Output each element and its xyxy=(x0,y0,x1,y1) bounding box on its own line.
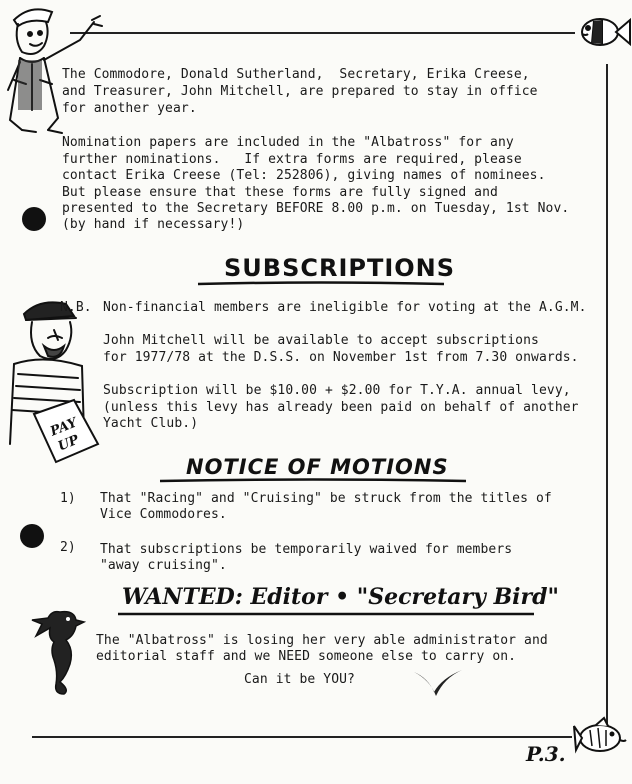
nomination-line: contact Erika Creese (Tel: 252806), giving names of nominees. xyxy=(62,168,546,183)
nb-text: Non-financial members are ineligible for voting at the A.G.M. xyxy=(103,300,587,315)
subscriptions-underline xyxy=(196,280,446,288)
subscriptions-line: for 1977/78 at the D.S.S. on November 1st from 7.30 onwards. xyxy=(103,350,579,365)
motion-line: Vice Commodores. xyxy=(100,507,227,522)
fee-line: Subscription will be $10.00 + $2.00 for T.Y.A. annual levy, xyxy=(103,383,571,398)
intro-line: for another year. xyxy=(62,101,197,116)
fee-line: (unless this levy has already been paid on behalf of another xyxy=(103,400,579,415)
punch-hole-top xyxy=(22,207,46,231)
seahorse-icon xyxy=(30,606,90,696)
pay-up-sign-line: UP xyxy=(55,432,82,455)
wanted-underline xyxy=(116,611,536,617)
nomination-line: But please ensure that these forms are fully signed and xyxy=(62,185,498,200)
fish-icon-top xyxy=(580,12,632,52)
subscriptions-heading: SUBSCRIPTIONS xyxy=(224,254,456,282)
seagull-icon xyxy=(412,668,464,698)
page-number: P.3. xyxy=(526,742,566,766)
fish-icon-bottom xyxy=(574,716,628,760)
motion-number: 2) xyxy=(60,540,76,555)
bottom-rule xyxy=(32,736,572,738)
subscriptions-line: John Mitchell will be available to accept subscriptions xyxy=(103,333,539,348)
right-rule xyxy=(606,64,608,742)
intro-line: The Commodore, Donald Sutherland, Secretary, Erika Creese, xyxy=(62,67,530,82)
motions-underline xyxy=(158,477,468,485)
nomination-line: (by hand if necessary!) xyxy=(62,217,245,232)
punch-hole-bottom xyxy=(20,524,44,548)
nb-label: N.B. xyxy=(60,300,92,315)
motion-number: 1) xyxy=(60,491,76,506)
pay-up-cartoon-icon xyxy=(4,294,110,464)
wanted-line: editorial staff and we NEED someone else to carry on. xyxy=(96,649,517,664)
motion-line: That subscriptions be temporarily waived for members xyxy=(100,542,513,557)
wanted-line: The "Albatross" is losing her very able administrator and xyxy=(96,633,548,648)
nomination-line: further nominations. If extra forms are required, please xyxy=(62,152,522,167)
nomination-line: Nomination papers are included in the "Albatross" for any xyxy=(62,135,514,150)
motion-line: "away cruising". xyxy=(100,558,227,573)
nomination-line: presented to the Secretary BEFORE 8.00 p.m. on Tuesday, 1st Nov. xyxy=(62,201,570,216)
intro-line: and Treasurer, John Mitchell, are prepared to stay in office xyxy=(62,84,538,99)
motion-line: That "Racing" and "Cruising" be struck from the titles of xyxy=(100,491,552,506)
top-rule xyxy=(70,32,575,34)
motions-heading: NOTICE OF MOTIONS xyxy=(186,455,449,479)
fee-line: Yacht Club.) xyxy=(103,416,199,431)
wanted-heading: WANTED: Editor • "Secretary Bird" xyxy=(122,584,559,610)
pay-up-sign-line: PAY xyxy=(48,415,80,440)
wanted-question: Can it be YOU? xyxy=(244,672,355,687)
